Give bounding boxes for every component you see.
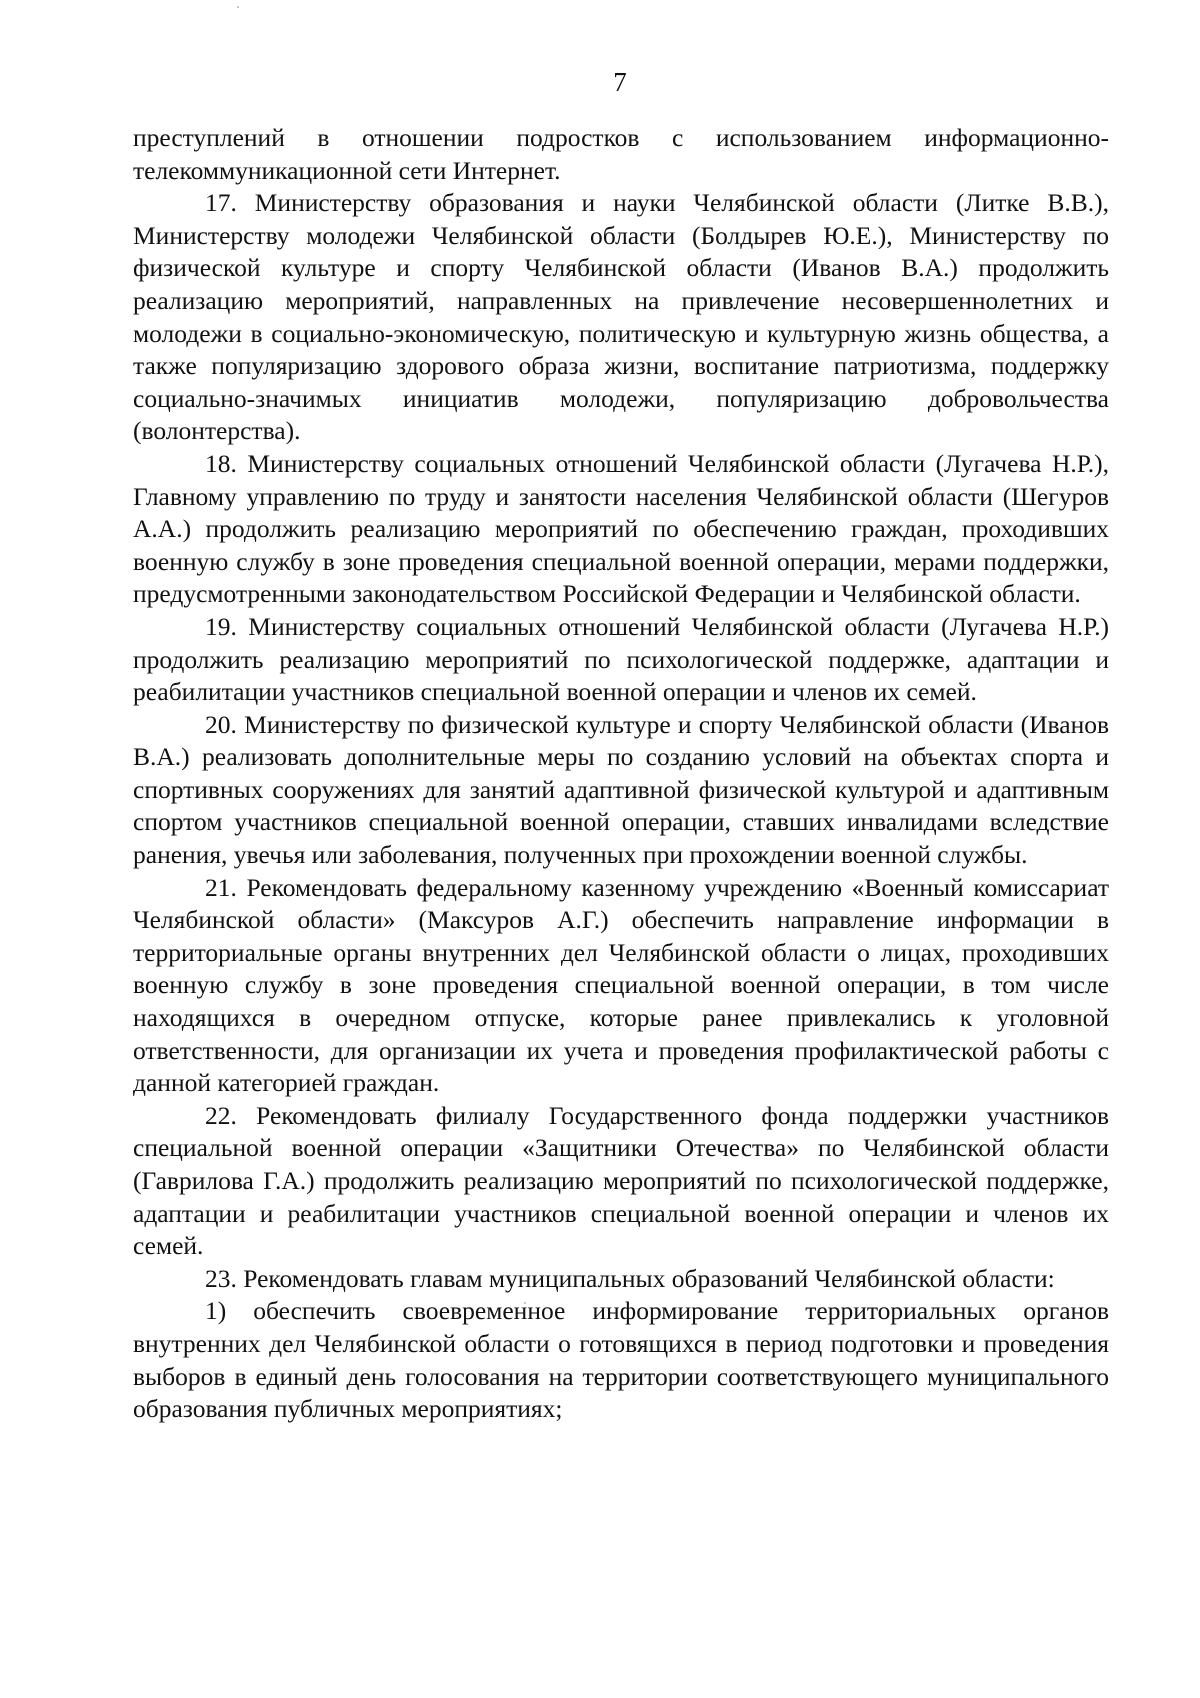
scan-speck xyxy=(237,6,239,8)
paragraph-item-23: 23. Рекомендовать главам муниципальных образований Челябинской области: xyxy=(205,1263,1055,1293)
paragraph-item-21: 21. Рекомендовать федеральному казенному учреждению «Военный комиссариат Челябинской области» (Максуров А.Г.) обеспечить направление информации в территориальные органы внутренних дел Челябинской области о лицах, проходивших военную службу в зоне проведения специальной военной операции, в том числе находящихся в очередном отпуске, которые ранее привлекались к уголовной ответственности, для организации их учета и проведения профилактической работы с данной категорией граждан. xyxy=(133,872,1109,1098)
paragraph-continuation: преступлений в отношении подростков с использованием информационно-телекоммуникационной сети Интернет. xyxy=(133,123,1109,185)
paragraph-item-19: 19. Министерству социальных отношений Челябинской области (Лугачева Н.Р.) продолжить реализацию мероприятий по психологической поддержке, адаптации и реабилитации участников специальной военной операции и членов их семей. xyxy=(133,611,1109,707)
paragraph-item-17: 17. Министерству образования и науки Челябинской области (Литке В.В.), Министерству молодежи Челябинской области (Болдырев Ю.Е.), Министерству по физической культуре и спорту Челябинской области (Иванов В.А.) продолжить реализацию мероприятий, направленных на привлечение несовершеннолетних и молодежи в социально-экономическую, политическую и культурную жизнь общества, а также популяризацию здорового образа жизни, воспитание патриотизма, поддержку социально-значимых инициатив молодежи, популяризацию добровольчества (волонтерства). xyxy=(133,188,1109,446)
paragraph-item-23-1: 1) обеспечить своевременное информирование территориальных органов внутренних дел Челябинской области о готовящихся в период подготовки и проведения выборов в единый день голосования на территории соответствующего муниципального образования публичных мероприятиях; xyxy=(133,1296,1109,1424)
document-body xyxy=(133,122,1109,1426)
paragraph-item-22: 22. Рекомендовать филиалу Государственного фонда поддержки участников специальной военной операции «Защитники Отечества» по Челябинской области (Гаврилова Г.А.) продолжить реализацию мероприятий по психологической поддержке, адаптации и реабилитации участников специальной военной операции и членов их семей. xyxy=(133,1100,1109,1261)
paragraph-item-18: 18. Министерству социальных отношений Челябинской области (Лугачева Н.Р.), Главному управлению по труду и занятости населения Челябинской области (Шегуров А.А.) продолжить реализацию мероприятий по обеспечению граждан, проходивших военную службу в зоне проведения специальной военной операции, мерами поддержки, предусмотренными законодательством Российской Федерации и Челябинской области. xyxy=(133,448,1109,609)
page-number: 7 xyxy=(613,67,627,97)
paragraph-item-20: 20. Министерству по физической культуре и спорту Челябинской области (Иванов В.А.) реализовать дополнительные меры по созданию условий на объектах спорта и спортивных сооружениях для занятий адаптивной физической культурой и адаптивным спортом участников специальной военной операции, ставших инвалидами вследствие ранения, увечья или заболевания, полученных при прохождении военной службы. xyxy=(133,709,1109,870)
